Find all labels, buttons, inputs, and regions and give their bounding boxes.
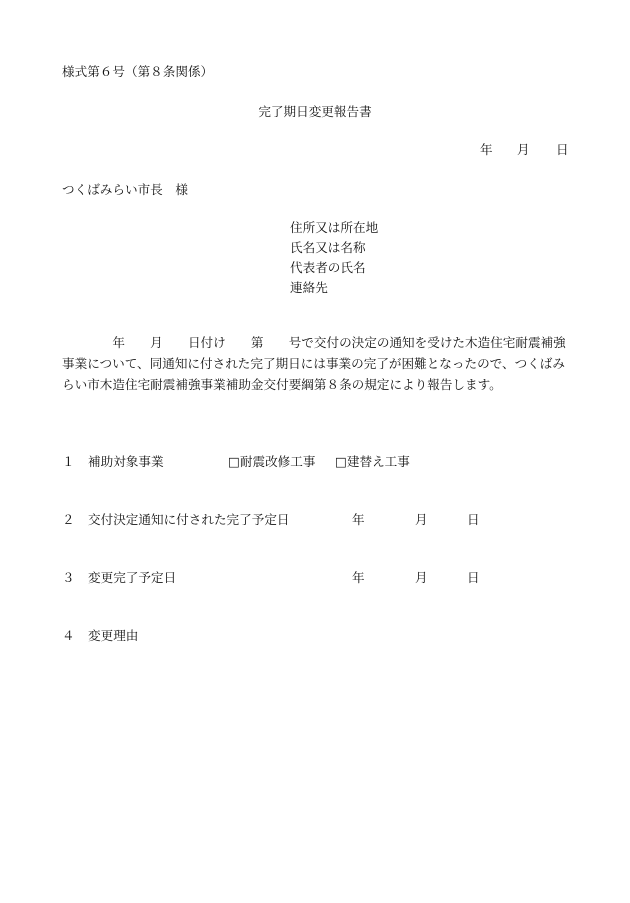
date-month-label: 月 (415, 570, 428, 585)
item-label: 変更理由 (88, 628, 139, 643)
submission-date-year-label: 年 (480, 142, 493, 157)
form-number: 様式第６号（第８条関係） (62, 64, 214, 79)
document-title: 完了期日変更報告書 (258, 104, 372, 119)
item-label: 変更完了予定日 (88, 570, 177, 585)
date-month-label: 月 (415, 512, 428, 527)
item-label: 補助対象事業 (88, 454, 164, 469)
item-number: ２ (62, 512, 75, 527)
body-line: 年 月 日付け 第 号で交付の決定の通知を受けた木造住宅耐震補強 (62, 335, 566, 350)
checkbox-seismic-retrofit: □耐震改修工事 (228, 454, 316, 469)
body-line: らい市木造住宅耐震補強事業補助金交付要綱第８条の規定により報告します。 (62, 377, 502, 392)
checkbox-rebuild: □建替え工事 (335, 454, 410, 469)
date-day-label: 日 (467, 512, 480, 527)
applicant-name-label: 氏名又は名称 (290, 240, 366, 255)
applicant-contact-label: 連絡先 (290, 280, 328, 295)
addressee: つくばみらい市長 様 (62, 182, 188, 197)
report-body-paragraph (62, 332, 570, 395)
date-year-label: 年 (352, 512, 365, 527)
applicant-address-label: 住所又は所在地 (290, 220, 379, 235)
item-label: 交付決定通知に付された完了予定日 (88, 512, 290, 527)
item-number: １ (62, 454, 75, 469)
date-day-label: 日 (467, 570, 480, 585)
body-line: 事業について、同通知に付された完了期日には事業の完了が困難となったので、つくばみ (62, 356, 565, 371)
item-number: ４ (62, 628, 75, 643)
date-year-label: 年 (352, 570, 365, 585)
applicant-representative-label: 代表者の氏名 (290, 260, 366, 275)
submission-date-month-label: 月 (517, 142, 530, 157)
item-number: ３ (62, 570, 75, 585)
submission-date-day-label: 日 (556, 142, 569, 157)
